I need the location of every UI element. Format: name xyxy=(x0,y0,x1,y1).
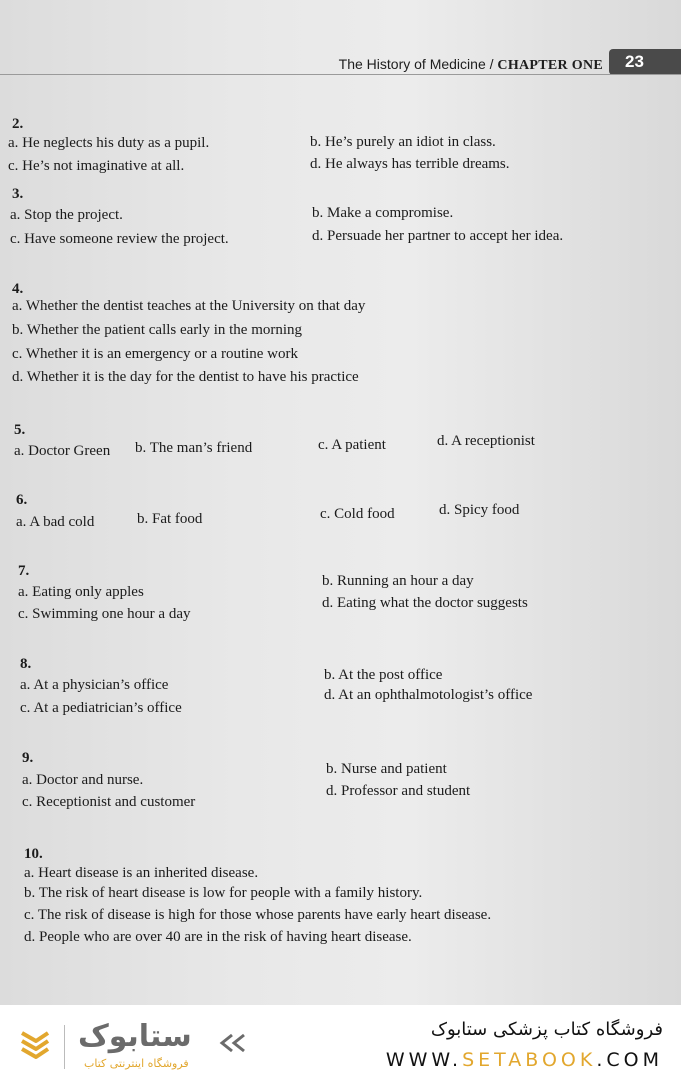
option-a: a. Doctor and nurse. xyxy=(22,772,144,788)
question-number: 10. xyxy=(24,846,43,862)
option-c: c. At a pediatrician’s office xyxy=(20,700,182,716)
option-b: b. Make a compromise. xyxy=(312,205,454,221)
option-b: b. He’s purely an idiot in class. xyxy=(310,134,496,150)
logo-divider xyxy=(64,1025,65,1069)
option-b: b. At the post office xyxy=(324,667,443,683)
option-c: c. He’s not imaginative at all. xyxy=(8,158,185,174)
option-d: d. He always has terrible dreams. xyxy=(310,156,510,172)
option-d: d. Professor and student xyxy=(326,783,471,799)
url-suffix: .COM xyxy=(596,1049,663,1071)
option-a: a. Stop the project. xyxy=(10,207,123,223)
option-a: a. Doctor Green xyxy=(14,443,111,459)
question-number: 5. xyxy=(14,422,26,438)
chapter-label: CHAPTER ONE xyxy=(497,58,603,73)
running-header-title xyxy=(339,56,603,74)
option-b: b. Nurse and patient xyxy=(326,761,447,777)
option-d: d. Whether it is the day for the dentist to have his practice xyxy=(12,369,359,385)
option-c: c. Receptionist and customer xyxy=(22,794,196,810)
option-d: d. Eating what the doctor suggests xyxy=(322,595,528,611)
option-b: b. The risk of heart disease is low for people with a family history. xyxy=(24,885,423,901)
question-number: 9. xyxy=(22,750,34,766)
option-b: b. Running an hour a day xyxy=(322,573,474,589)
double-chevron-icon xyxy=(218,1033,248,1053)
store-url[interactable] xyxy=(386,1049,663,1071)
question-number: 7. xyxy=(18,563,30,579)
page-number: 23 xyxy=(609,49,681,75)
chevron-logo-icon xyxy=(18,1027,52,1061)
option-b: b. The man’s friend xyxy=(135,440,253,456)
option-b: b. Fat food xyxy=(137,511,203,527)
option-b: b. Whether the patient calls early in the morning xyxy=(12,322,303,338)
question-number: 4. xyxy=(12,281,24,297)
option-c: c. The risk of disease is high for those whose parents have early heart disease. xyxy=(24,907,492,923)
option-a: a. He neglects his duty as a pupil. xyxy=(8,135,210,151)
url-brand: SETABOOK xyxy=(462,1049,597,1071)
header-rule xyxy=(0,74,681,75)
question-number: 8. xyxy=(20,656,32,672)
store-name: فروشگاه کتاب پزشکی ستابوک xyxy=(430,1019,663,1040)
option-a: a. Eating only apples xyxy=(18,584,144,600)
option-d: d. A receptionist xyxy=(437,433,535,449)
logo-subtitle: فروشگاه اینترنتی کتاب xyxy=(84,1057,189,1070)
store-logo xyxy=(18,1019,278,1075)
option-c: c. Have someone review the project. xyxy=(10,231,229,247)
option-c: c. Swimming one hour a day xyxy=(18,606,191,622)
option-d: d. Spicy food xyxy=(439,502,520,518)
option-a: a. Heart disease is an inherited disease. xyxy=(24,865,259,881)
option-c: c. A patient xyxy=(318,437,386,453)
book-title: The History of Medicine / xyxy=(338,56,498,72)
option-d: d. People who are over 40 are in the risk of having heart disease. xyxy=(24,929,412,945)
question-number: 2. xyxy=(12,116,24,132)
option-c: c. Cold food xyxy=(320,506,395,522)
question-number: 6. xyxy=(16,492,28,508)
option-d: d. At an ophthalmotologist’s office xyxy=(324,687,533,703)
logo-wordmark: ستابوک xyxy=(78,1019,192,1054)
option-a: a. Whether the dentist teaches at the University on that day xyxy=(12,298,366,314)
running-header xyxy=(0,46,681,76)
option-c: c. Whether it is an emergency or a routine work xyxy=(12,346,299,362)
option-a: a. At a physician’s office xyxy=(20,677,169,693)
option-d: d. Persuade her partner to accept her idea. xyxy=(312,228,564,244)
option-a: a. A bad cold xyxy=(16,514,95,530)
url-prefix: WWW. xyxy=(385,1049,463,1071)
question-number: 3. xyxy=(12,186,24,202)
store-footer xyxy=(0,1005,681,1080)
